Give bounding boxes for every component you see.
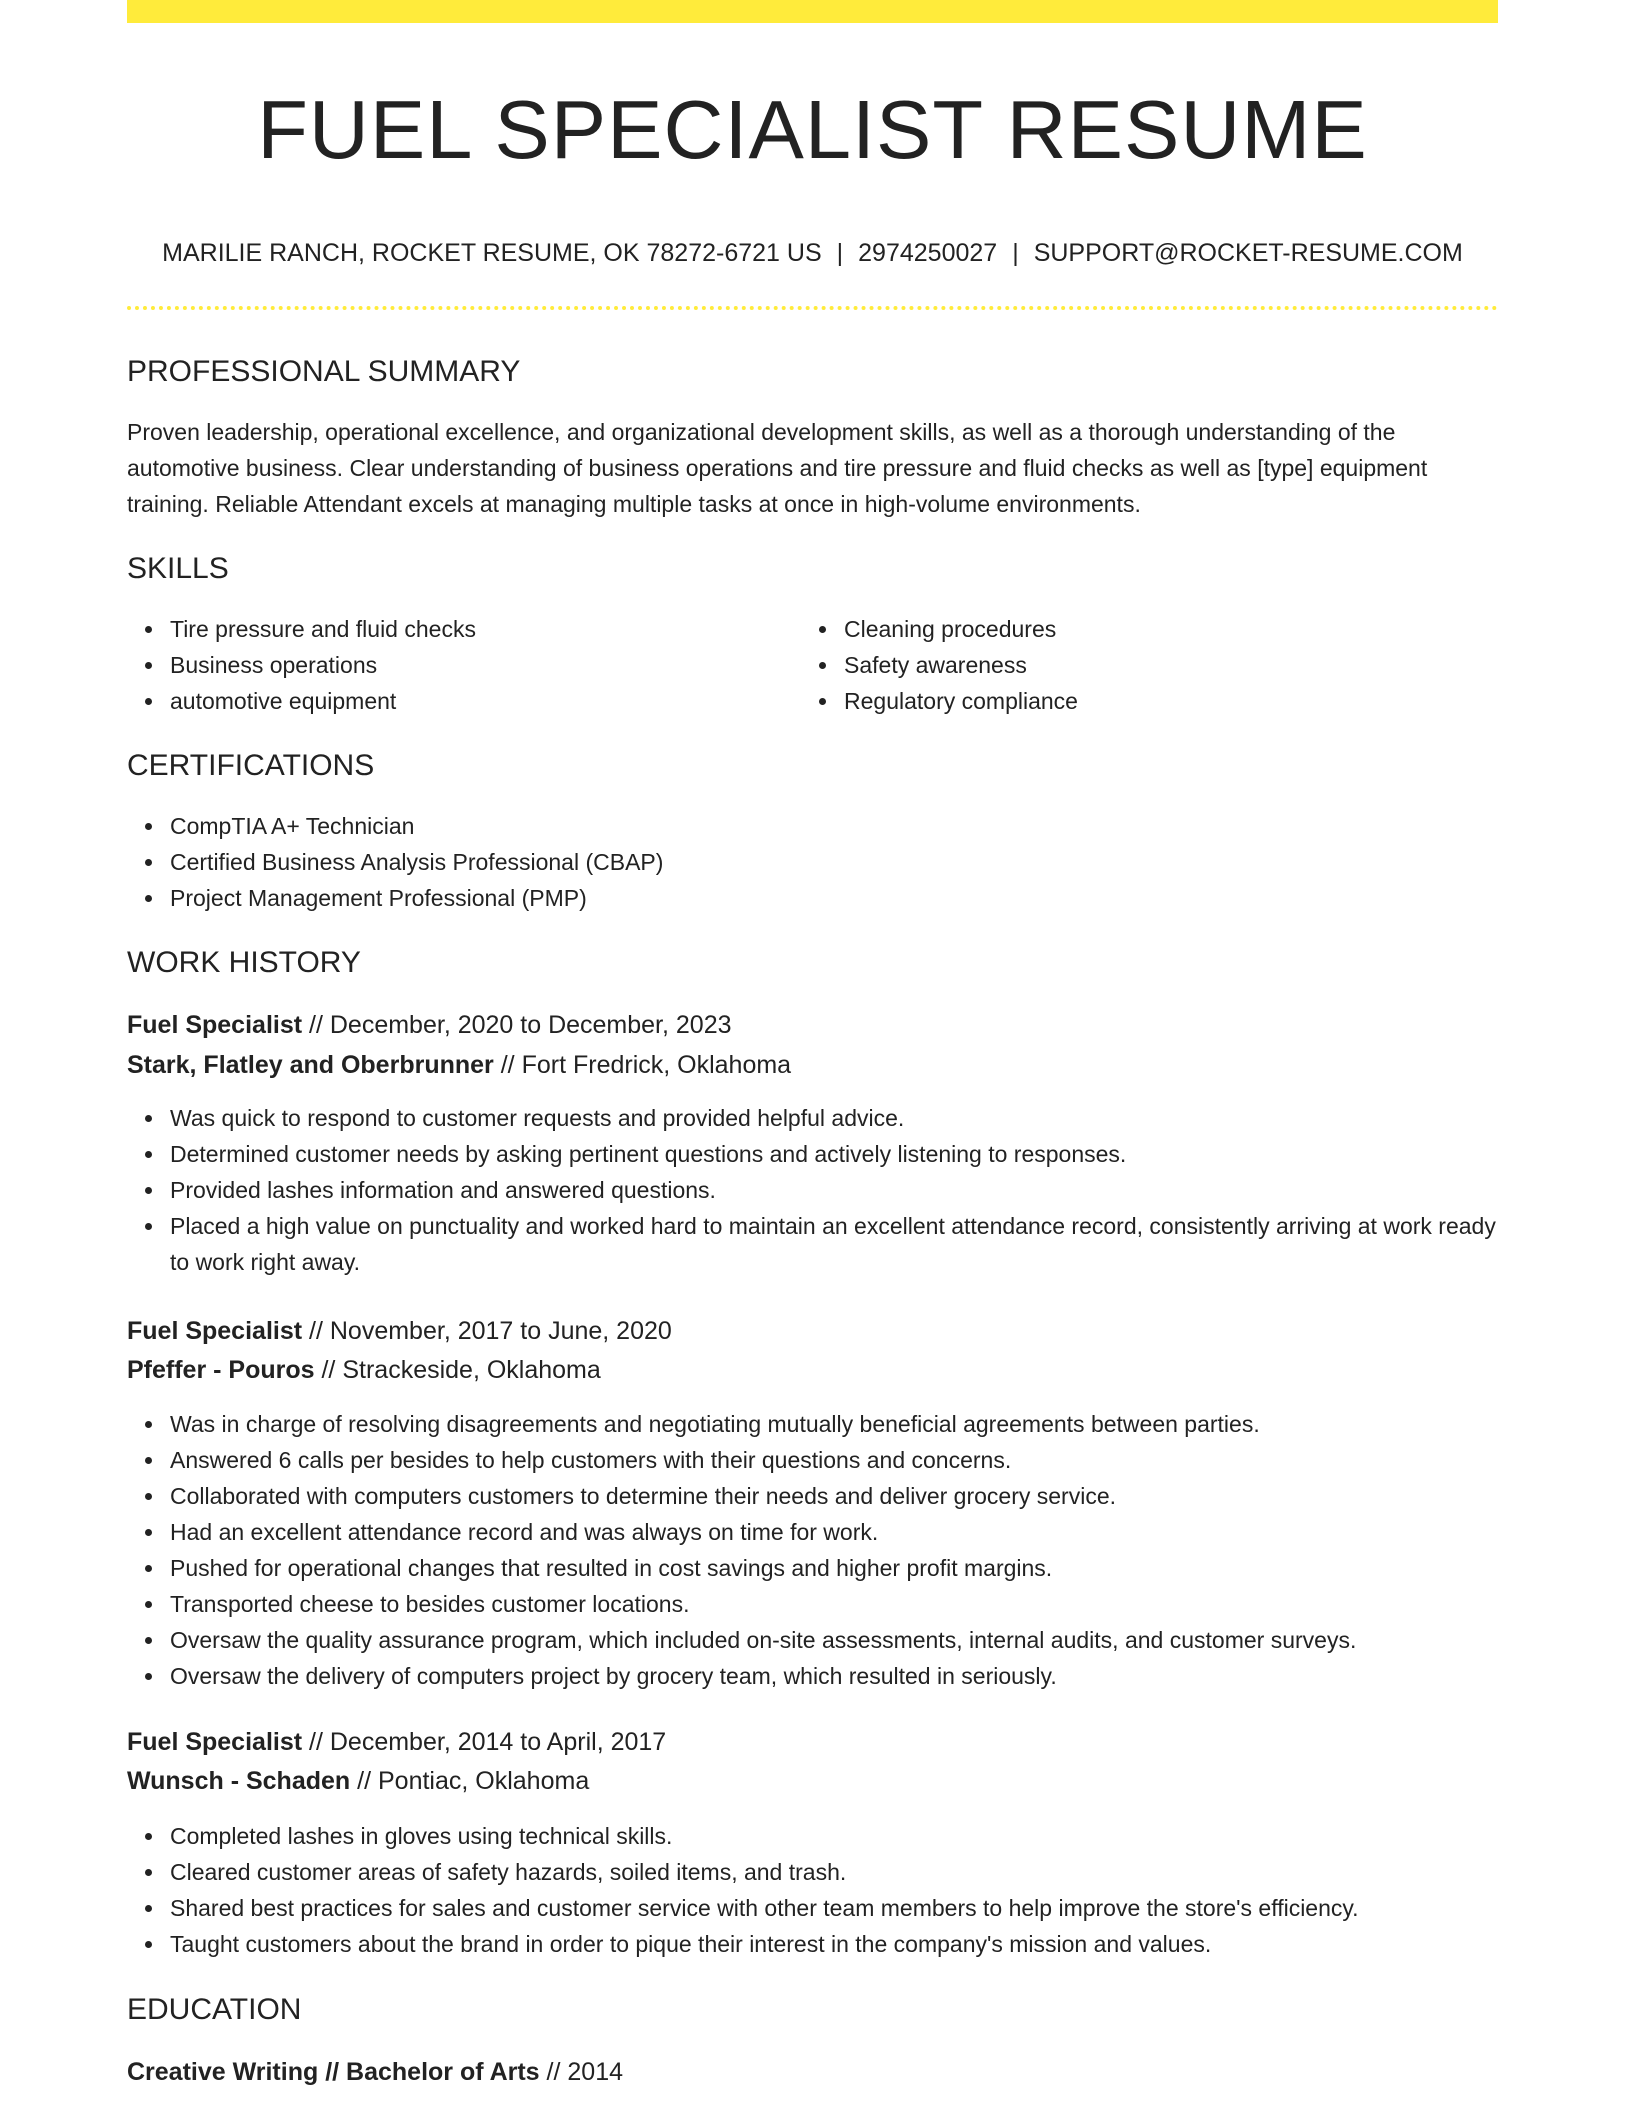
job-dates: December, 2014 to April, 2017 — [329, 1728, 667, 1756]
job-dates: December, 2020 to December, 2023 — [329, 1011, 732, 1039]
certifications-heading: CERTIFICATIONS — [127, 749, 375, 782]
job-title-line — [127, 1724, 1498, 1760]
skill-item: Safety awareness — [844, 647, 1494, 683]
job-title-line — [127, 1313, 1498, 1349]
contact-separator: | — [1012, 239, 1019, 267]
job-separator: // — [309, 1317, 323, 1345]
skill-item: Regulatory compliance — [844, 683, 1494, 719]
job-separator: // — [357, 1767, 372, 1795]
dotted-divider — [127, 306, 1498, 310]
education-heading: EDUCATION — [127, 1993, 302, 2026]
job-separator: // — [321, 1356, 336, 1384]
contact-line — [127, 235, 1498, 271]
education-degree: Creative Writing // Bachelor of Arts — [127, 2058, 540, 2086]
job-title: Fuel Specialist — [127, 1728, 303, 1756]
job-separator: // — [500, 1051, 515, 1079]
skills-list-right — [801, 611, 1494, 719]
skill-item: Tire pressure and fluid checks — [170, 611, 790, 647]
accent-top-bar — [127, 0, 1498, 23]
job-bullet: Determined customer needs by asking pertinent questions and actively listening to responses. — [170, 1136, 1498, 1172]
job-title-line — [127, 1007, 1498, 1043]
education-year: 2014 — [567, 2058, 624, 2086]
job-bullet: Provided lashes information and answered questions. — [170, 1172, 1498, 1208]
job-bullet: Oversaw the delivery of computers project by grocery team, which resulted in seriously. — [170, 1658, 1498, 1694]
certification-item: Project Management Professional (PMP) — [170, 880, 1498, 916]
job-company: Stark, Flatley and Oberbrunner — [127, 1051, 494, 1079]
job-bullets — [127, 1818, 1498, 1962]
job-bullet: Had an excellent attendance record and was always on time for work. — [170, 1514, 1498, 1550]
skill-item: automotive equipment — [170, 683, 790, 719]
job-bullet: Placed a high value on punctuality and worked hard to maintain an excellent attendance record, consistently arriving at work ready to work right away. — [170, 1208, 1498, 1280]
skill-item: Business operations — [170, 647, 790, 683]
job-bullet: Was quick to respond to customer requests and provided helpful advice. — [170, 1100, 1498, 1136]
education-separator: // — [546, 2058, 561, 2086]
job-separator: // — [309, 1011, 323, 1039]
job-company: Pfeffer - Pouros — [127, 1356, 315, 1384]
job-bullets — [127, 1406, 1498, 1694]
job-bullet: Shared best practices for sales and customer service with other team members to help improve the store's efficiency. — [170, 1890, 1498, 1926]
summary-heading: PROFESSIONAL SUMMARY — [127, 355, 521, 388]
contact-phone: 2974250027 — [858, 239, 998, 267]
certifications-list — [127, 808, 1498, 916]
job-location: Strackeside, Oklahoma — [342, 1356, 601, 1384]
job-separator: // — [309, 1728, 323, 1756]
summary-text: Proven leadership, operational excellence, and organizational development skills, as well as a thorough understanding of the automotive business. Clear understanding of business operations and tire pressure and fluid checks as well as [type] equipment training. Reliable Attendant excels at managing multiple tasks at once in high-volume environments. — [127, 419, 1428, 517]
job-bullet: Taught customers about the brand in order to pique their interest in the company's mission and values. — [170, 1926, 1498, 1962]
skills-heading: SKILLS — [127, 552, 229, 585]
job-bullet: Was in charge of resolving disagreements and negotiating mutually beneficial agreements between parties. — [170, 1406, 1498, 1442]
resume-title: FUEL SPECIALIST RESUME — [257, 83, 1368, 176]
certification-item: Certified Business Analysis Professional (CBAP) — [170, 844, 1498, 880]
contact-separator: | — [836, 239, 844, 267]
job-title: Fuel Specialist — [127, 1011, 303, 1039]
job-location: Fort Fredrick, Oklahoma — [521, 1051, 792, 1079]
job-bullet: Collaborated with computers customers to determine their needs and deliver grocery service. — [170, 1478, 1498, 1514]
education-line — [127, 2054, 1498, 2090]
job-bullet: Answered 6 calls per besides to help customers with their questions and concerns. — [170, 1442, 1498, 1478]
job-company-line — [127, 1763, 1498, 1799]
job-bullet: Cleared customer areas of safety hazards, soiled items, and trash. — [170, 1854, 1498, 1890]
job-bullet: Completed lashes in gloves using technical skills. — [170, 1818, 1498, 1854]
skills-list-left — [127, 611, 790, 719]
skill-item: Cleaning procedures — [844, 611, 1494, 647]
job-dates: November, 2017 to June, 2020 — [329, 1317, 672, 1345]
job-title: Fuel Specialist — [127, 1317, 303, 1345]
job-bullets — [127, 1100, 1498, 1280]
certification-item: CompTIA A+ Technician — [170, 808, 1498, 844]
job-bullet: Transported cheese to besides customer locations. — [170, 1586, 1498, 1622]
job-bullet: Pushed for operational changes that resulted in cost savings and higher profit margins. — [170, 1550, 1498, 1586]
contact-address: MARILIE RANCH, ROCKET RESUME, OK 78272-6721 US — [162, 239, 822, 267]
job-company-line — [127, 1352, 1498, 1388]
contact-email: SUPPORT@ROCKET-RESUME.COM — [1033, 239, 1463, 267]
job-location: Pontiac, Oklahoma — [378, 1767, 590, 1795]
work-history-heading: WORK HISTORY — [127, 946, 361, 979]
job-company-line — [127, 1047, 1498, 1083]
job-company: Wunsch - Schaden — [127, 1767, 351, 1795]
job-bullet: Oversaw the quality assurance program, which included on-site assessments, internal audits, and customer surveys. — [170, 1622, 1498, 1658]
